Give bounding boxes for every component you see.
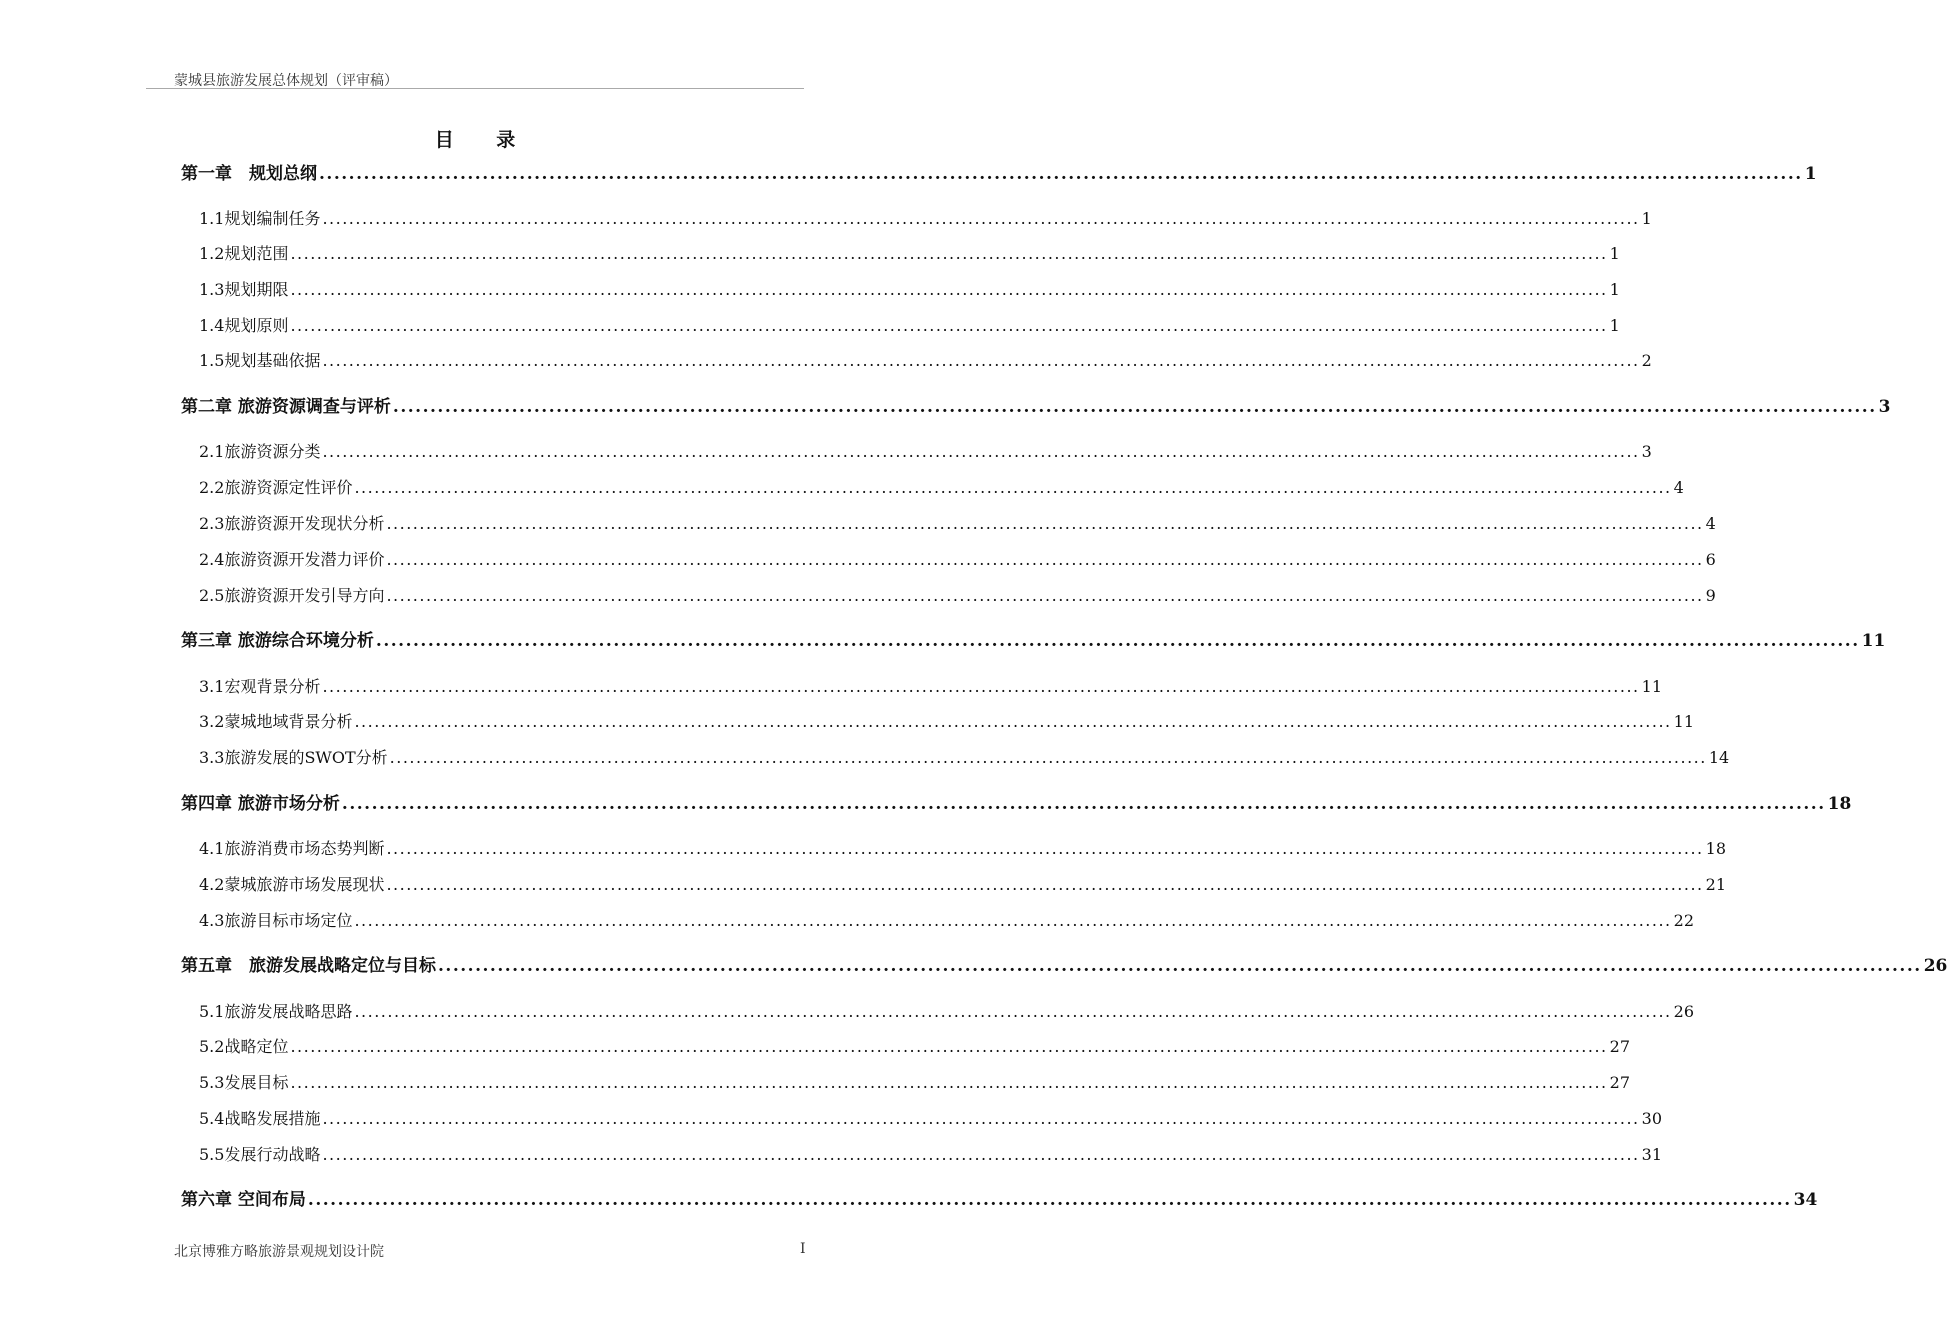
toc-section-entry[interactable]	[199, 312, 1620, 340]
toc-dot-leader: ........................................................................................................................................................................................................	[290, 280, 1608, 299]
toc-entry-page: 6	[1705, 550, 1716, 569]
toc-section-entry[interactable]	[199, 438, 1652, 466]
toc-section-entry[interactable]	[199, 673, 1662, 701]
toc-entry-page: 11	[1861, 631, 1886, 651]
toc-entry-page: 26	[1673, 1002, 1694, 1021]
toc-entry-title: 1.1规划编制任务	[199, 209, 321, 228]
toc-entry-page: 2	[1641, 351, 1652, 370]
toc-entry-title: 1.2规划范围	[199, 244, 289, 263]
toc-section-entry[interactable]	[199, 1105, 1662, 1133]
toc-entry-title: 第六章 空间布局	[181, 1190, 306, 1210]
toc-entry-page: 31	[1641, 1145, 1662, 1164]
toc-entry-page: 4	[1705, 514, 1716, 533]
toc-entry-title: 4.2蒙城旅游市场发展现状	[199, 875, 385, 894]
toc-section-entry[interactable]	[199, 1141, 1662, 1169]
toc-entry-title: 4.1旅游消费市场态势判断	[199, 839, 385, 858]
toc-entry-page: 18	[1827, 794, 1852, 814]
toc-dot-leader: ........................................................................................................................................................................................................	[392, 397, 1877, 417]
toc-chapter-entry[interactable]	[181, 627, 1886, 655]
toc-dot-leader: ........................................................................................................................................................................................................	[322, 677, 1640, 696]
toc-entry-title: 1.5规划基础依据	[199, 351, 321, 370]
toc-section-entry[interactable]	[199, 240, 1620, 268]
toc-entry-title: 5.2战略定位	[199, 1037, 289, 1056]
toc-section-entry[interactable]	[199, 546, 1716, 574]
toc-entry-title: 2.1旅游资源分类	[199, 442, 321, 461]
toc-dot-leader: ........................................................................................................................................................................................................	[322, 351, 1640, 370]
toc-dot-leader: ........................................................................................................................................................................................................	[307, 1190, 1792, 1210]
toc-dot-leader: ........................................................................................................................................................................................................	[354, 1002, 1672, 1021]
toc-section-entry[interactable]	[199, 474, 1684, 502]
toc-dot-leader: ........................................................................................................................................................................................................	[354, 712, 1672, 731]
toc-dot-leader: ........................................................................................................................................................................................................	[322, 1145, 1640, 1164]
toc-entry-page: 22	[1673, 911, 1694, 930]
toc-dot-leader: ........................................................................................................................................................................................................	[386, 550, 1704, 569]
toc-entry-page: 1	[1609, 280, 1620, 299]
toc-chapter-entry[interactable]	[181, 160, 1817, 188]
toc-entry-title: 2.4旅游资源开发潜力评价	[199, 550, 385, 569]
toc-entry-title: 2.5旅游资源开发引导方向	[199, 586, 385, 605]
toc-dot-leader: ........................................................................................................................................................................................................	[354, 478, 1672, 497]
toc-dot-leader: ........................................................................................................................................................................................................	[322, 1109, 1640, 1128]
toc-chapter-entry[interactable]	[181, 393, 1891, 421]
toc-dot-leader: ........................................................................................................................................................................................................	[354, 911, 1672, 930]
toc-section-entry[interactable]	[199, 835, 1726, 863]
toc-entry-page: 1	[1609, 316, 1620, 335]
toc-section-entry[interactable]	[199, 744, 1730, 772]
toc-section-entry[interactable]	[199, 871, 1726, 899]
toc-entry-title: 2.2旅游资源定性评价	[199, 478, 353, 497]
toc-entry-title: 5.4战略发展措施	[199, 1109, 321, 1128]
toc-section-entry[interactable]	[199, 510, 1716, 538]
toc-section-entry[interactable]	[199, 1033, 1630, 1061]
toc-section-entry[interactable]	[199, 276, 1620, 304]
toc-entry-title: 4.3旅游目标市场定位	[199, 911, 353, 930]
running-header: 蒙城县旅游发展总体规划（评审稿）	[174, 73, 398, 89]
toc-section-entry[interactable]	[199, 708, 1694, 736]
toc-entry-page: 14	[1708, 748, 1730, 767]
toc-dot-leader: ........................................................................................................................................................................................................	[386, 839, 1704, 858]
toc-entry-page: 34	[1793, 1190, 1818, 1210]
toc-dot-leader: ........................................................................................................................................................................................................	[386, 514, 1704, 533]
toc-entry-title: 第一章 规划总纲	[181, 164, 317, 184]
toc-entry-title: 2.3旅游资源开发现状分析	[199, 514, 385, 533]
toc-dot-leader: ........................................................................................................................................................................................................	[375, 631, 1860, 651]
footer-publisher: 北京博雅方略旅游景观规划设计院	[174, 1244, 384, 1260]
toc-entry-title: 3.3旅游发展的SWOT分析	[199, 748, 388, 767]
toc-title: 目 录	[434, 129, 534, 151]
toc-entry-title: 1.3规划期限	[199, 280, 289, 299]
toc-entry-page: 21	[1705, 875, 1726, 894]
toc-entry-title: 5.5发展行动战略	[199, 1145, 321, 1164]
toc-entry-page: 9	[1705, 586, 1716, 605]
toc-entry-page: 3	[1878, 397, 1891, 417]
toc-dot-leader: ........................................................................................................................................................................................................	[438, 956, 1922, 976]
toc-entry-title: 5.3发展目标	[199, 1073, 289, 1092]
toc-entry-page: 4	[1673, 478, 1684, 497]
toc-dot-leader: ........................................................................................................................................................................................................	[290, 1073, 1608, 1092]
toc-entry-title: 第五章 旅游发展战略定位与目标	[181, 956, 436, 976]
toc-dot-leader: ........................................................................................................................................................................................................	[319, 164, 1803, 184]
toc-dot-leader: ........................................................................................................................................................................................................	[322, 209, 1640, 228]
footer-page-number: I	[800, 1241, 806, 1257]
toc-entry-title: 第三章 旅游综合环境分析	[181, 631, 374, 651]
toc-entry-page: 1	[1609, 244, 1620, 263]
toc-entry-page: 11	[1641, 677, 1662, 696]
toc-entry-page: 11	[1673, 712, 1694, 731]
toc-section-entry[interactable]	[199, 907, 1694, 935]
toc-chapter-entry[interactable]	[181, 790, 1852, 818]
toc-dot-leader: ........................................................................................................................................................................................................	[290, 316, 1608, 335]
toc-section-entry[interactable]	[199, 1069, 1630, 1097]
toc-chapter-entry[interactable]	[181, 952, 1947, 980]
toc-entry-page: 27	[1609, 1073, 1630, 1092]
toc-dot-leader: ........................................................................................................................................................................................................	[290, 1037, 1608, 1056]
toc-dot-leader: ........................................................................................................................................................................................................	[386, 875, 1704, 894]
toc-entry-page: 1	[1804, 164, 1817, 184]
toc-entry-page: 18	[1705, 839, 1726, 858]
toc-entry-title: 3.2蒙城地域背景分析	[199, 712, 353, 731]
toc-dot-leader: ........................................................................................................................................................................................................	[290, 244, 1608, 263]
toc-entry-page: 1	[1641, 209, 1652, 228]
toc-entry-title: 第二章 旅游资源调查与评析	[181, 397, 391, 417]
toc-entry-page: 3	[1641, 442, 1652, 461]
toc-section-entry[interactable]	[199, 998, 1694, 1026]
toc-entry-title: 3.1宏观背景分析	[199, 677, 321, 696]
toc-entry-title: 5.1旅游发展战略思路	[199, 1002, 353, 1021]
toc-entry-title: 第四章 旅游市场分析	[181, 794, 340, 814]
toc-section-entry[interactable]	[199, 205, 1652, 233]
toc-chapter-entry[interactable]	[181, 1186, 1818, 1214]
toc-entry-page: 30	[1641, 1109, 1662, 1128]
toc-dot-leader: ........................................................................................................................................................................................................	[322, 442, 1640, 461]
toc-dot-leader: ........................................................................................................................................................................................................	[341, 794, 1826, 814]
toc-entry-title: 1.4规划原则	[199, 316, 289, 335]
toc-entry-page: 27	[1609, 1037, 1630, 1056]
toc-dot-leader: ........................................................................................................................................................................................................	[386, 586, 1704, 605]
toc-section-entry[interactable]	[199, 582, 1716, 610]
toc-dot-leader: ........................................................................................................................................................................................................	[389, 748, 1707, 767]
toc-entry-page: 26	[1923, 956, 1947, 976]
toc-section-entry[interactable]	[199, 347, 1652, 375]
